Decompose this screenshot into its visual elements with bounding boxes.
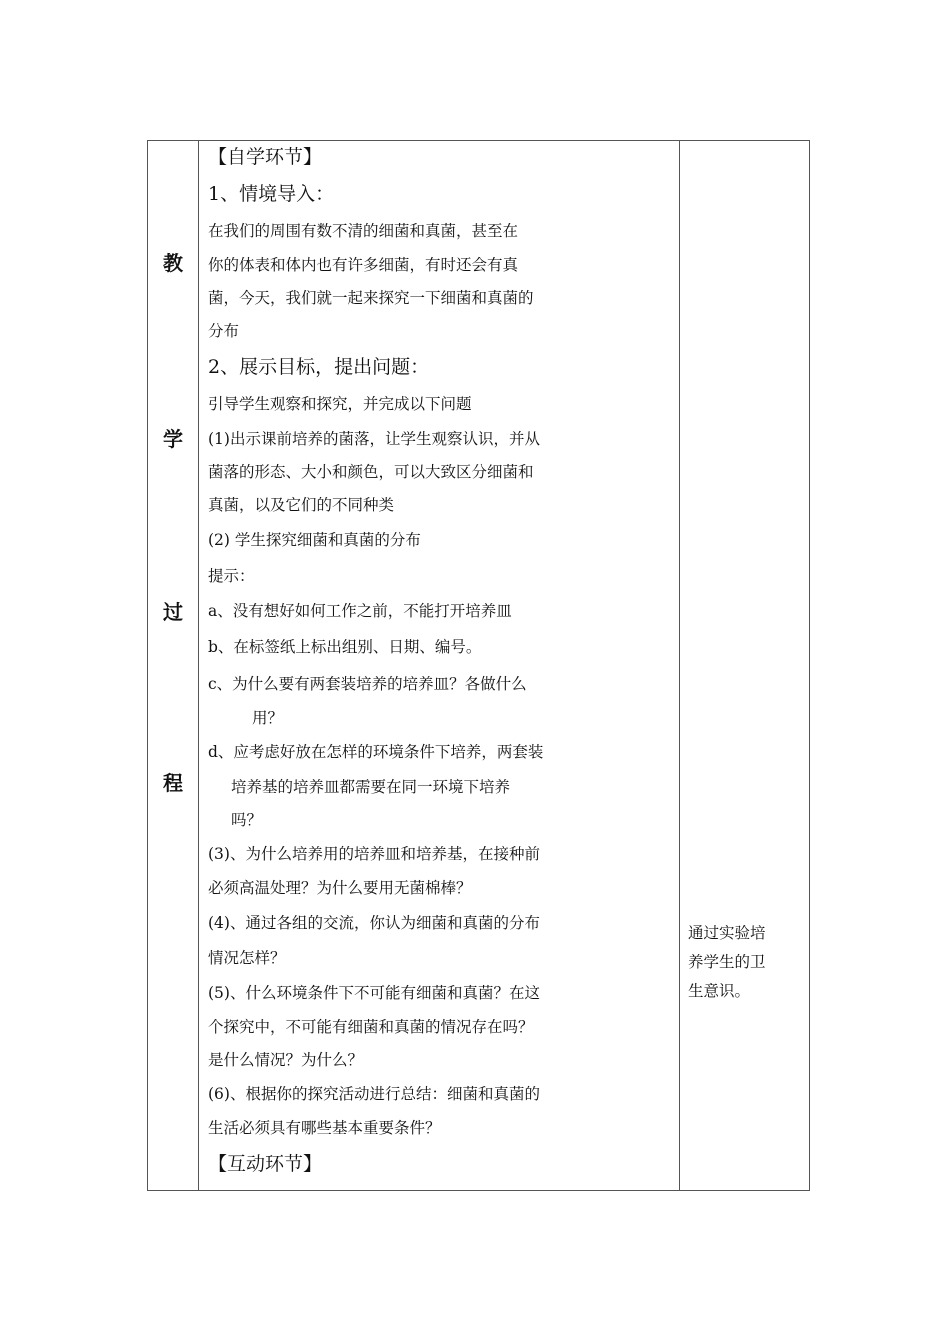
text-line: 分布: [208, 322, 240, 340]
text-line: 个探究中，不可能有细菌和真菌的情况存在吗？: [208, 1018, 534, 1036]
note-line: 通过实验培: [688, 924, 766, 942]
text-line: 菌，今天，我们就一起来探究一下细菌和真菌的: [208, 289, 534, 307]
heading-scenario-intro: 1、情境导入：: [208, 183, 335, 205]
label-guo: 过: [163, 600, 183, 624]
text-line: 菌落的形态、大小和颜色，可以大致区分细菌和: [208, 463, 534, 481]
label-jiao: 教: [163, 251, 183, 275]
text-line: (5)、什么环境条件下不可能有细菌和真菌？在这: [208, 984, 540, 1002]
text-line: (6)、根据你的探究活动进行总结：细菌和真菌的: [208, 1085, 540, 1103]
text-line: 是什么情况？为什么？: [208, 1051, 364, 1069]
text-line: d、应考虑好放在怎样的环境条件下培养，两套装: [208, 743, 544, 761]
text-line: (2) 学生探究细菌和真菌的分布: [208, 531, 421, 549]
text-line: 引导学生观察和探究，并完成以下问题: [208, 395, 472, 413]
text-line: (3)、为什么培养用的培养皿和培养基，在接种前: [208, 845, 540, 863]
text-line: 用？: [252, 709, 284, 727]
column-divider-left: [198, 141, 199, 1190]
text-line: 提示：: [208, 567, 255, 585]
lesson-table: [147, 140, 810, 1191]
text-line: b、在标签纸上标出组别、日期、编号。: [208, 638, 482, 656]
label-xue: 学: [163, 427, 183, 451]
text-line: 在我们的周围有数不清的细菌和真菌，甚至在: [208, 222, 519, 240]
column-divider-right: [679, 141, 680, 1190]
note-line: 生意识。: [688, 982, 751, 1000]
label-cheng: 程: [163, 771, 183, 795]
text-line: 情况怎样？: [208, 949, 286, 967]
heading-show-goals: 2、展示目标，提出问题：: [208, 356, 430, 378]
text-line: (4)、通过各组的交流，你认为细菌和真菌的分布: [208, 914, 540, 932]
text-line: a、没有想好如何工作之前，不能打开培养皿: [208, 602, 512, 620]
text-line: 你的体表和体内也有许多细菌，有时还会有真: [208, 256, 519, 274]
design-intent-note: [688, 919, 806, 1006]
text-line: 培养基的培养皿都需要在同一环境下培养: [231, 778, 511, 796]
text-line: 生活必须具有哪些基本重要条件？: [208, 1119, 441, 1137]
text-line: 必须高温处理？为什么要用无菌棉棒？: [208, 879, 472, 897]
section-heading-self-study: 【自学环节】: [208, 146, 323, 168]
text-line: 吗？: [231, 811, 263, 829]
note-line: 养学生的卫: [688, 953, 766, 971]
text-line: c、为什么要有两套装培养的培养皿？各做什么: [208, 675, 527, 693]
section-heading-interaction: 【互动环节】: [208, 1153, 323, 1175]
text-line: 真菌，以及它们的不同种类: [208, 496, 395, 514]
text-line: (1)出示课前培养的菌落，让学生观察认识，并从: [208, 430, 540, 448]
